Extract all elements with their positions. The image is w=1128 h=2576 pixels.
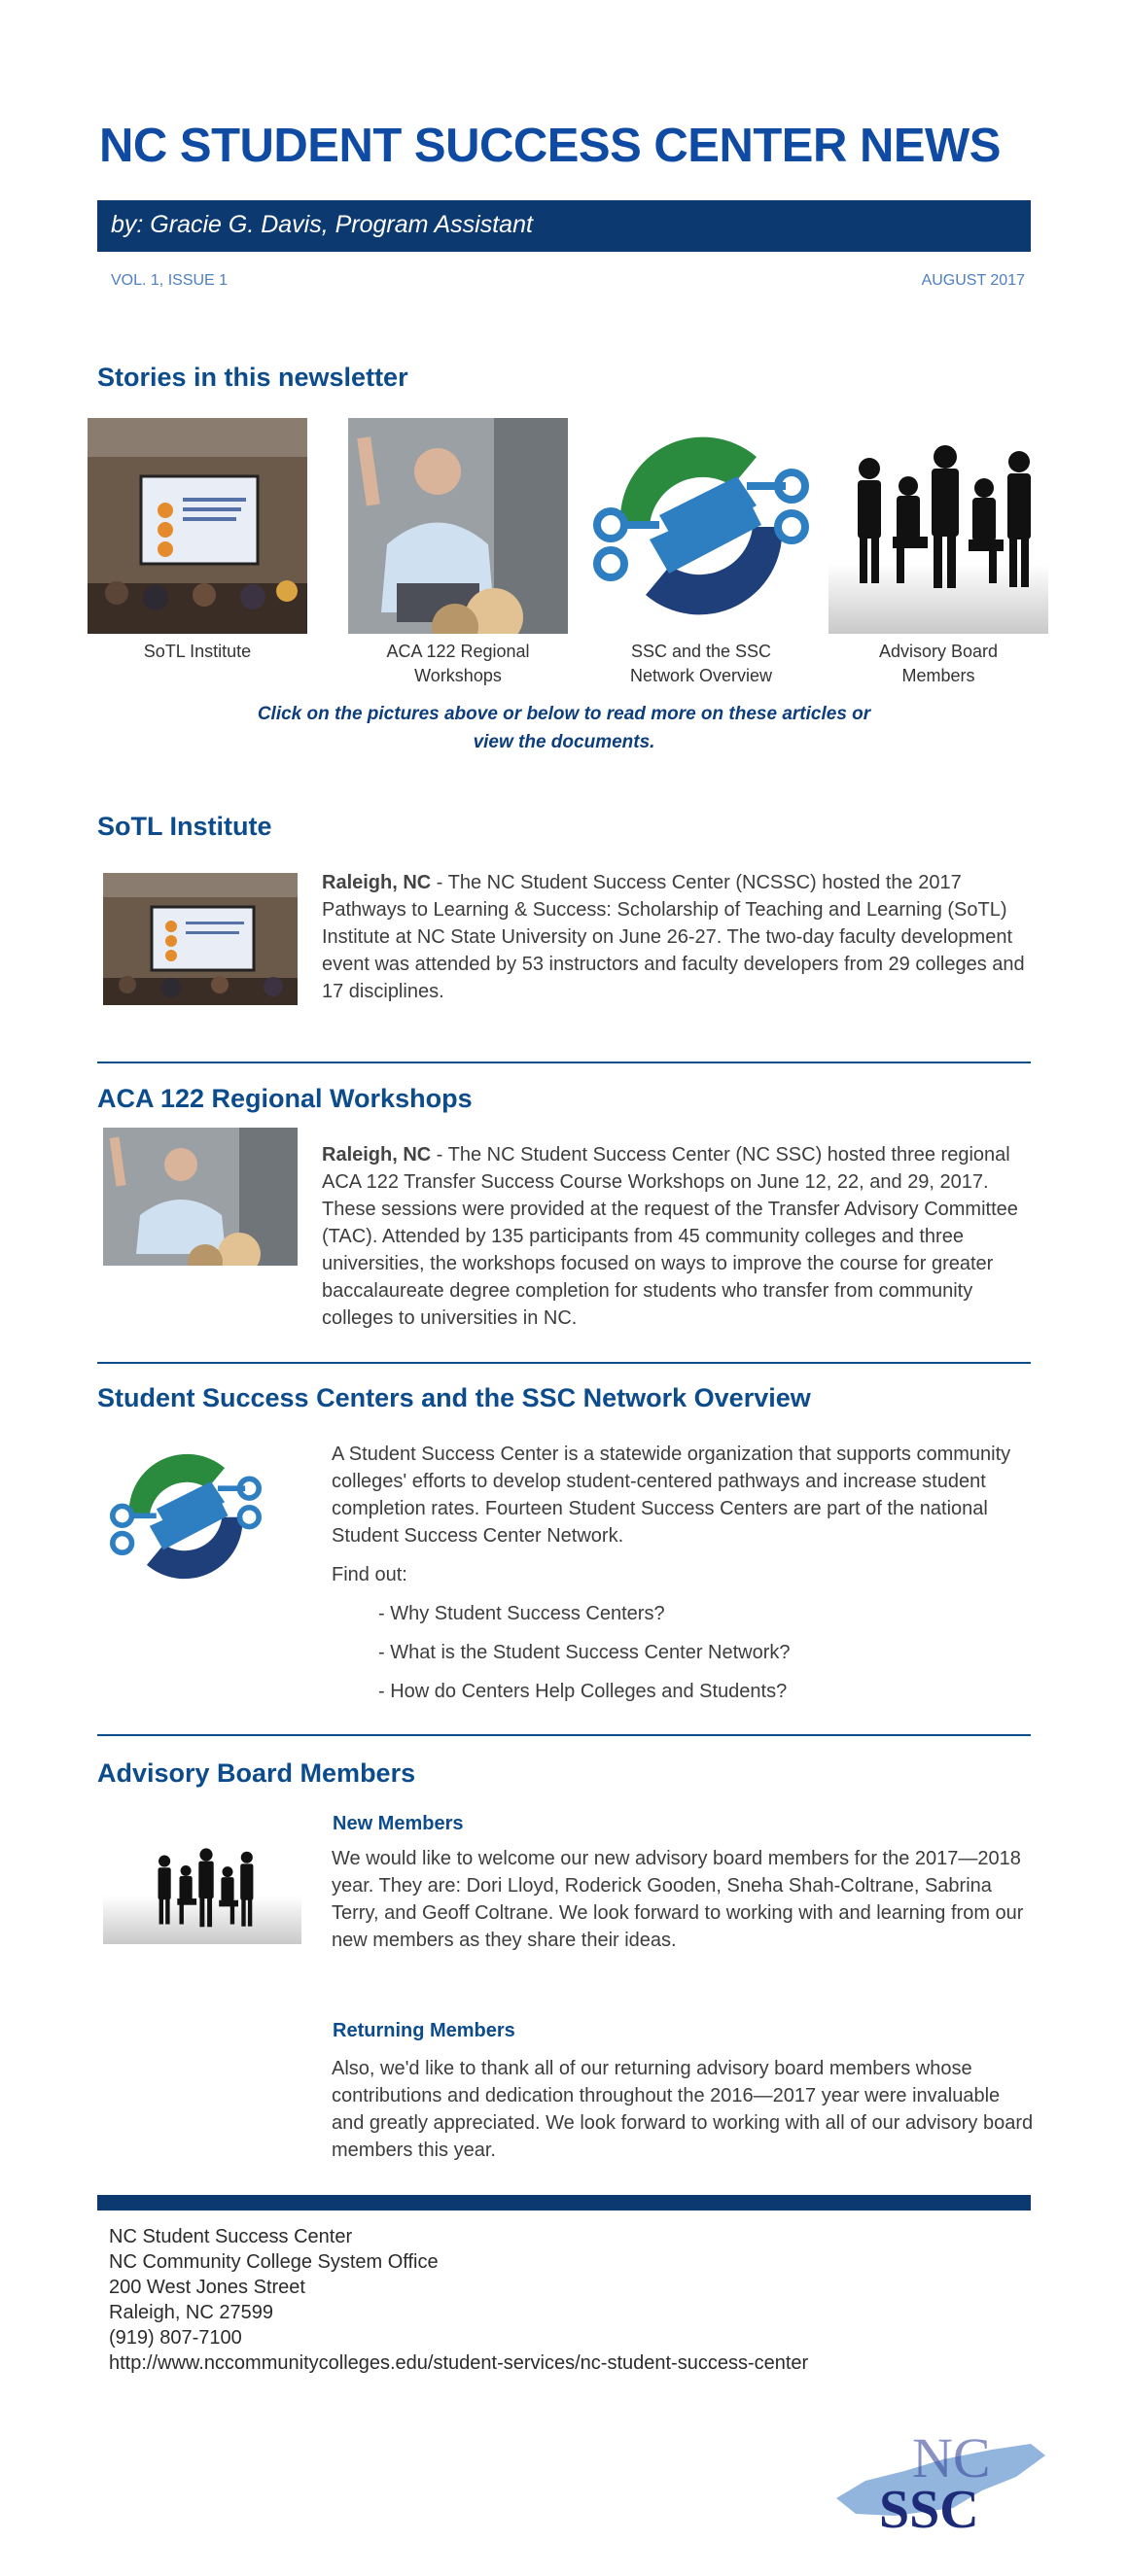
volume-label: VOL. 1, ISSUE 1 bbox=[111, 272, 229, 289]
story-caption[interactable]: SoTL Institute bbox=[143, 642, 252, 661]
byline-bar bbox=[97, 200, 1031, 252]
link-what-network[interactable]: - What is the Student Success Center Network? bbox=[378, 1642, 791, 1663]
footer-contact bbox=[109, 2224, 808, 2376]
footer-bar bbox=[97, 2195, 1031, 2210]
advisory-article-photo[interactable] bbox=[103, 1826, 301, 1944]
aca-heading[interactable]: ACA 122 Regional Workshops bbox=[97, 1084, 473, 1113]
story-thumb-ssc[interactable] bbox=[591, 418, 811, 688]
story-thumb-advisory[interactable] bbox=[828, 418, 1048, 688]
ssc-network-logo-icon[interactable] bbox=[591, 418, 811, 634]
stories-heading: Stories in this newsletter bbox=[97, 363, 408, 392]
section-divider bbox=[97, 1734, 1031, 1736]
advisory-silhouettes-photo[interactable] bbox=[828, 418, 1048, 634]
link-why-centers[interactable]: - Why Student Success Centers? bbox=[378, 1603, 665, 1624]
aca-article-text bbox=[322, 1141, 1037, 1332]
footer-street: 200 West Jones Street bbox=[109, 2277, 305, 2298]
click-instructions: Click on the pictures above or below to read more on these articles or view the documents. bbox=[257, 704, 871, 752]
byline-text: by: Gracie G. Davis, Program Assistant bbox=[111, 211, 533, 238]
ssc-links-list bbox=[334, 1594, 791, 1711]
story-caption[interactable]: Advisory Board Members bbox=[878, 642, 999, 685]
footer-office: NC Community College System Office bbox=[109, 2251, 439, 2273]
issue-date: AUGUST 2017 bbox=[921, 272, 1025, 289]
ssc-heading[interactable]: Student Success Centers and the SSC Network Overview bbox=[97, 1383, 811, 1412]
returning-members-text: Also, we'd like to thank all of our returning advisory board members whose contributions and dedication throughout the 2016—2017 year were invaluable and greatly appreciated. We look forward to working with all of our advisory board members this year. bbox=[332, 2058, 1034, 2161]
aca-photo[interactable] bbox=[348, 418, 568, 634]
advisory-heading[interactable]: Advisory Board Members bbox=[97, 1758, 416, 1788]
sotl-article-text bbox=[322, 869, 1032, 1005]
returning-members-title: Returning Members bbox=[333, 2020, 515, 2041]
new-members-title: New Members bbox=[333, 1813, 464, 1834]
ssc-logo-icon[interactable] bbox=[103, 1441, 268, 1592]
link-how-centers-help[interactable]: - How do Centers Help Colleges and Students? bbox=[378, 1681, 788, 1702]
story-caption[interactable]: SSC and the SSC Network Overview bbox=[629, 642, 773, 685]
ssc-article-text: A Student Success Center is a statewide organization that supports community colleges' efforts to develop student-centered pathways and increase student completion rates. Fourteen Student Success Centers are part of the national Student Success Center Network. bbox=[332, 1444, 1011, 1547]
story-thumb-sotl[interactable] bbox=[88, 418, 307, 664]
aca-dateline: Raleigh, NC bbox=[322, 1144, 432, 1166]
story-caption[interactable]: ACA 122 Regional Workshops bbox=[386, 642, 530, 685]
sotl-photo[interactable] bbox=[88, 418, 307, 634]
nc-ssc-logo-icon bbox=[836, 2420, 1050, 2537]
story-thumb-aca[interactable] bbox=[348, 418, 568, 688]
issue-meta-row bbox=[111, 272, 1025, 290]
footer-url[interactable]: http://www.nccommunitycolleges.edu/student-services/nc-student-success-center bbox=[109, 2352, 809, 2374]
sotl-article-photo[interactable] bbox=[103, 873, 298, 1005]
footer-phone: (919) 807-7100 bbox=[109, 2327, 242, 2349]
new-members-text: We would like to welcome our new advisory board members for the 2017—2018 year. They are: Dori Lloyd, Roderick Gooden, Sneha Shah-Coltrane, Sabrina Terry, and Geoff Coltrane. We look forward to working with and learning from our new members as they share their ideas. bbox=[332, 1848, 1024, 1951]
section-divider bbox=[97, 1062, 1031, 1063]
svg-text:SSC: SSC bbox=[879, 2480, 979, 2537]
sotl-body: - The NC Student Success Center (NCSSC) hosted the 2017 Pathways to Learning & Success: Scholarship of Teaching and Learning (SoTL) Institute at NC State University on June 26-27. The two-day faculty development event was attended by 53 instructors and faculty developers from 29 colleges and 17 disciplines. bbox=[322, 872, 1025, 1002]
section-divider bbox=[97, 1362, 1031, 1364]
stories-thumbnails bbox=[86, 418, 1048, 690]
footer-city: Raleigh, NC 27599 bbox=[109, 2302, 273, 2323]
sotl-dateline: Raleigh, NC bbox=[322, 872, 432, 893]
footer-org: NC Student Success Center bbox=[109, 2226, 353, 2247]
aca-body: - The NC Student Success Center (NC SSC) hosted three regional ACA 122 Transfer Success Course Workshops on June 12, 22, and 29, 2017. These sessions were provided at the request of the Transfer Advisory Committee (TAC). Attended by 135 participants from 45 community colleges and three universities, the workshops focused on ways to improve the course for greater baccalaureate degree completion for students who transfer from community colleges to universities in NC. bbox=[322, 1144, 1018, 1329]
sotl-heading[interactable]: SoTL Institute bbox=[97, 812, 272, 841]
svg-text:NC: NC bbox=[912, 2426, 991, 2489]
aca-article-photo[interactable] bbox=[103, 1128, 298, 1266]
newsletter-title: NC STUDENT SUCCESS CENTER NEWS bbox=[99, 120, 1001, 172]
find-out-label: Find out: bbox=[332, 1564, 407, 1585]
